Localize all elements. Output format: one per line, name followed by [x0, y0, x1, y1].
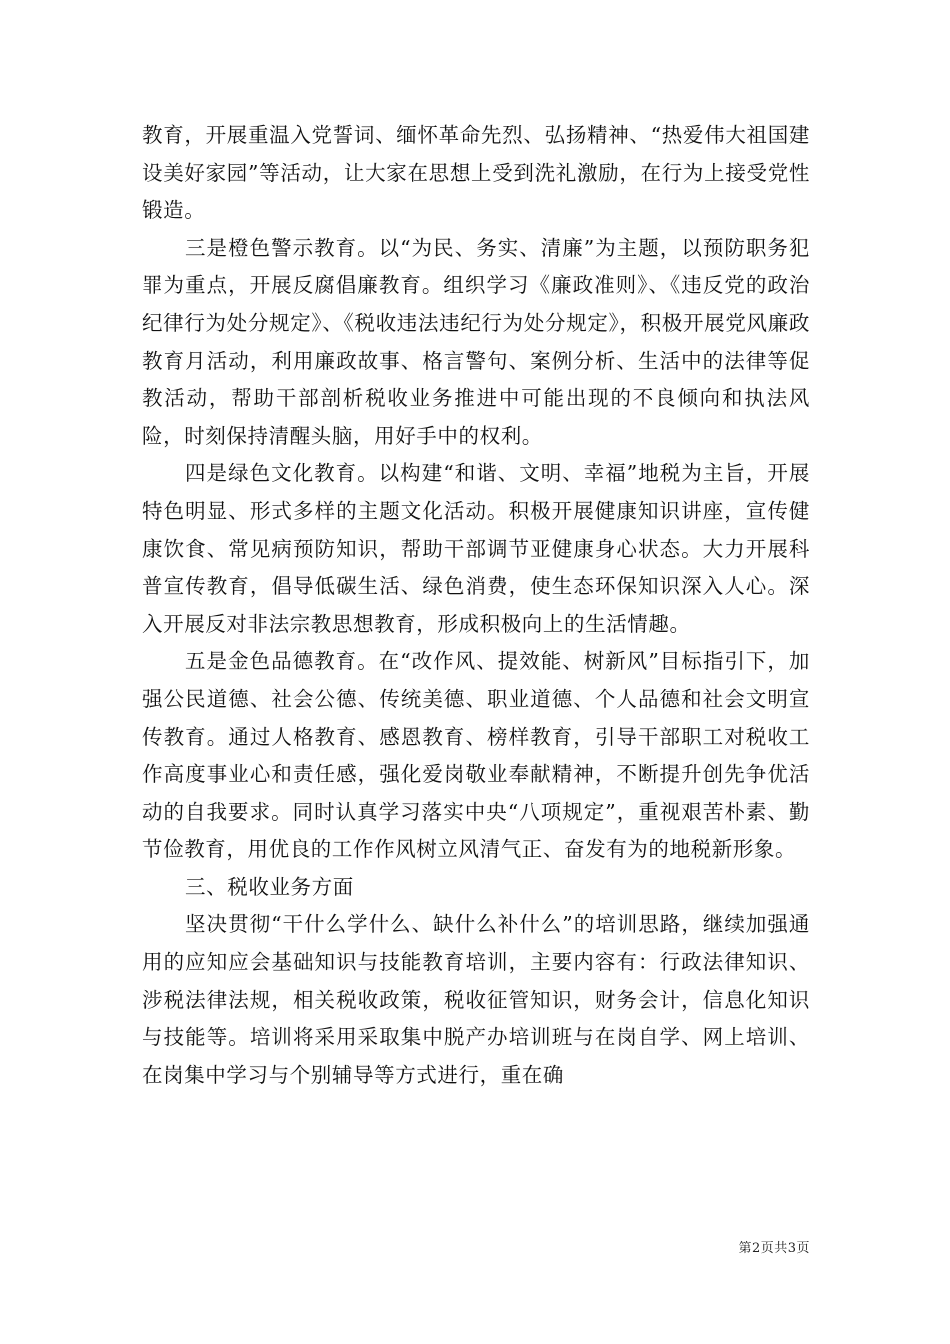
paragraph-gold-morality-education: 五是金色品德教育。在“改作风、提效能、树新风”目标指引下，加强公民道德、社会公德、传统美德、职业道德、个人品德和社会文明宣传教育。通过人格教育、感恩教育、榜样教育，引导干部职工对税收工作高度事业心和责任感，强化爱岗敬业奉献精神，不断提升创先争优活动的自我要求。同时认真学习落实中央“八项规定”，重视艰苦朴素、勤节俭教育，用优良的工作作风树立风清气正、奋发有为的地税新形象。 [142, 649, 810, 862]
paragraph-orange-warning-education: 三是橙色警示教育。以“为民、务实、清廉”为主题，以预防职务犯罪为重点，开展反腐倡廉教育。组织学习《廉政准则》、《违反党的政治纪律行为处分规定》、《税收违法违纪行为处分规定》，积极开展党风廉政教育月活动，利用廉政故事、格言警句、案例分析、生活中的法律等促教活动，帮助干部剖析税收业务推进中可能出现的不良倾向和执法风险，时刻保持清醒头脑，用好手中的权利。 [142, 235, 810, 448]
section-heading-tax-business: 三、税收业务方面 [185, 874, 354, 899]
paragraph-continuation: 教育，开展重温入党誓词、缅怀革命先烈、弘扬精神、“热爱伟大祖国建设美好家园”等活动，让大家在思想上受到洗礼激励，在行为上接受党性锻造。 [142, 123, 810, 223]
page-number-footer: 第2页共3页 [738, 1241, 810, 1256]
paragraph-tax-training: 坚决贯彻“干什么学什么、缺什么补什么”的培训思路，继续加强通用的应知应会基础知识与技能教育培训，主要内容有：行政法律知识、涉税法律法规，相关税收政策，税收征管知识，财务会计，信息化知识与技能等。培训将采用采取集中脱产办培训班与在岗自学、网上培训、在岗集中学习与个别辅导等方式进行，重在确 [142, 912, 810, 1087]
document-body [142, 117, 810, 1094]
paragraph-green-culture-education: 四是绿色文化教育。以构建“和谐、文明、幸福”地税为主旨，开展特色明显、形式多样的主题文化活动。积极开展健康知识讲座，宣传健康饮食、常见病预防知识，帮助干部调节亚健康身心状态。大力开展科普宣传教育，倡导低碳生活、绿色消费，使生态环保知识深入人心。深入开展反对非法宗教思想教育，形成积极向上的生活情趣。 [142, 461, 810, 636]
